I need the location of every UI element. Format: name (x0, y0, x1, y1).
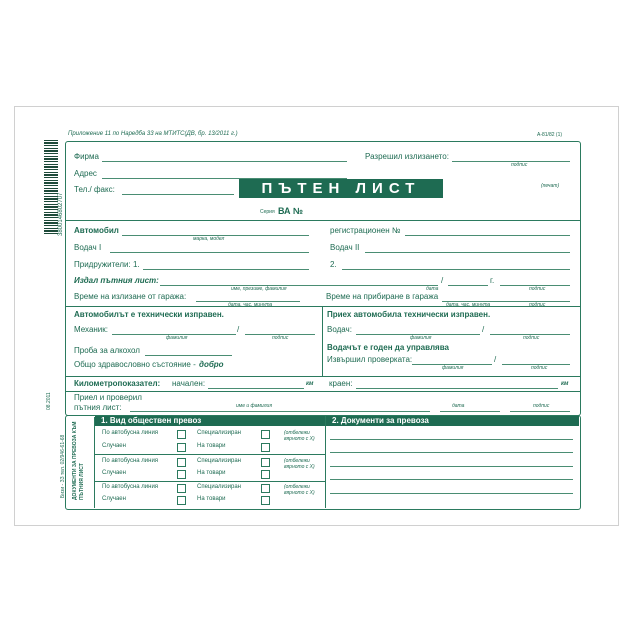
doc-line-5[interactable] (330, 493, 573, 494)
alcohol-line[interactable] (145, 355, 232, 356)
regulation-text: Приложение 11 по Наредба 33 на МТИТС(ДВ, бр. 13/2011 г.) (68, 131, 238, 137)
km-end-label: краен: (329, 379, 353, 388)
row2-a: Случаен (102, 443, 126, 449)
row-divider (95, 481, 325, 482)
row3-b-checkbox[interactable] (261, 458, 270, 467)
km-end-line[interactable] (356, 388, 558, 389)
row6-b-checkbox[interactable] (261, 496, 270, 505)
pridruzhiteli-label: Придружители: 1. (74, 260, 140, 269)
fit-title: Водачът е годен да управлява (327, 343, 449, 352)
vodach1-label: Водач I (74, 243, 102, 252)
section-divider (325, 416, 326, 508)
received-caption: име и фамилия (236, 403, 272, 409)
tel-line[interactable] (122, 194, 234, 195)
serial-value: ВА № (278, 206, 304, 216)
barcode-digits: 3800146802707 (58, 192, 64, 236)
document-title: ПЪТЕН ЛИСТ (239, 179, 443, 198)
avtomobil-label: Автомобил (74, 226, 119, 235)
row3-note: (отбележи вярното с Х) (284, 458, 315, 470)
pechat-label: (печат) (541, 183, 560, 189)
pridruzhiteli-2: 2. (330, 260, 337, 269)
checker-podpis: подпис (531, 365, 548, 371)
mechanic-familiya: фамилия (166, 335, 188, 341)
center-divider (322, 306, 323, 376)
section1-header: 1. Вид обществен превоз (95, 416, 326, 426)
vodach2-label: Водач II (330, 243, 360, 252)
pridruzhiteli-2-line[interactable] (342, 269, 570, 270)
row4-b-checkbox[interactable] (261, 470, 270, 479)
row5-b: Специализиран (197, 484, 241, 490)
received-line[interactable] (130, 411, 430, 412)
row1-a: По автобусна линия (102, 430, 159, 436)
row2-a-checkbox[interactable] (177, 443, 186, 452)
divider (66, 220, 580, 221)
mechanic-podpis: подпис (272, 335, 289, 341)
row5-note: (отбележи вярното с Х) (284, 484, 315, 496)
row1-b-checkbox[interactable] (261, 430, 270, 439)
issued-g: г. (490, 276, 495, 285)
mechanic-slash: / (237, 325, 240, 334)
reg-label: регистрационен № (330, 226, 401, 235)
doc-line-1[interactable] (330, 439, 573, 440)
issued-caption: име, презиме, фамилия (231, 286, 287, 292)
firma-line[interactable] (102, 161, 347, 162)
vodach-podpis: подпис (523, 335, 540, 341)
reg-line[interactable] (405, 235, 570, 236)
row5-a: По автобусна линия (102, 484, 159, 490)
vodach1-line[interactable] (110, 252, 309, 253)
row2-b-checkbox[interactable] (261, 443, 270, 452)
doc-line-2[interactable] (330, 452, 573, 453)
row1-b: Специализиран (197, 430, 241, 436)
received-sign-line[interactable] (510, 411, 570, 412)
received-line1: Приел и проверил (74, 393, 142, 402)
row4-a: Случаен (102, 470, 126, 476)
side-date: 08.2011 (46, 392, 52, 410)
return-caption: дата, час, минута (446, 302, 491, 308)
received-date-line[interactable] (440, 411, 500, 412)
issued-data: дата (426, 286, 439, 292)
issued-label: Издал пътния лист: (74, 276, 159, 285)
row2-b: На товари (197, 443, 226, 449)
side-printer: Бизи - ЗЗ тел. 02/946-61-68 (60, 434, 66, 498)
exit-caption: дата, час, минута (228, 302, 273, 308)
exit-label: Време на излизане от гаража: (74, 292, 187, 301)
km-label: Километропоказател: (74, 379, 161, 388)
pridruzhiteli-line[interactable] (143, 269, 309, 270)
km-end-unit: км (561, 381, 569, 387)
issued-line[interactable] (160, 285, 438, 286)
row5-a-checkbox[interactable] (177, 484, 186, 493)
tel-label: Тел./ факс: (74, 185, 115, 194)
return-podpis: подпис (529, 302, 546, 308)
vodach2-line[interactable] (365, 252, 570, 253)
row3-a-checkbox[interactable] (177, 458, 186, 467)
doc-line-4[interactable] (330, 479, 573, 480)
row6-b: На товари (197, 496, 226, 502)
row3-b: Специализиран (197, 458, 241, 464)
razreshil-label: Разрешил излизането: (365, 152, 449, 161)
vodach-slash: / (482, 325, 485, 334)
row3-a: По автобусна линия (102, 458, 159, 464)
km-start-unit: км (306, 381, 314, 387)
docs-side-label: ДОКУМЕНТИ ЗА ПРЕВОЗА КЪМ ПЪТНИЯ ЛИСТ (72, 421, 85, 500)
issued-date-line[interactable] (448, 285, 488, 286)
razreshil-podpis: подпис (511, 162, 528, 168)
row6-a: Случаен (102, 496, 126, 502)
divider (66, 391, 580, 392)
received-data: дата (452, 403, 465, 409)
row1-note: (отбележи вярното с Х) (284, 430, 315, 442)
health-label: Общо здравословно състояние - (74, 360, 196, 369)
firma-label: Фирма (74, 152, 99, 161)
received-podpis: подпис (533, 403, 550, 409)
checker-familiya: фамилия (442, 365, 464, 371)
divider (66, 306, 580, 307)
row6-a-checkbox[interactable] (177, 496, 186, 505)
row5-b-checkbox[interactable] (261, 484, 270, 493)
row-divider (95, 454, 325, 455)
form-code: А-81/82 (1) (537, 132, 563, 138)
barcode (44, 140, 58, 234)
km-start-label: начален: (172, 379, 206, 388)
divider (66, 376, 580, 377)
row4-b: На товари (197, 470, 226, 476)
issued-podpis: подпис (529, 286, 546, 292)
row4-a-checkbox[interactable] (177, 470, 186, 479)
received-line2: пътния лист: (74, 403, 122, 412)
alcohol-label: Проба за алкохол (74, 346, 140, 355)
tech-left-title: Автомобилът е технически изправен. (74, 310, 224, 319)
vodach-label: Водач: (327, 325, 352, 334)
adres-label: Адрес (74, 169, 97, 178)
doc-line-3[interactable] (330, 466, 573, 467)
issued-slash: / (441, 276, 444, 285)
checker-slash: / (494, 355, 497, 364)
row1-a-checkbox[interactable] (177, 430, 186, 439)
tech-right-title: Приех автомобила технически изправен. (327, 310, 491, 319)
section2-header: 2. Документи за превоза (326, 416, 579, 426)
mechanic-label: Механик: (74, 325, 108, 334)
km-start-line[interactable] (208, 388, 304, 389)
checker-label: Извършил проверката: (327, 355, 413, 364)
serial-label: Серия (260, 209, 275, 215)
marka-caption: марка, модел (193, 236, 225, 242)
vodach-familiya: фамилия (410, 335, 432, 341)
health-value: добро (199, 360, 224, 369)
return-label: Време на прибиране в гаража (326, 292, 439, 301)
